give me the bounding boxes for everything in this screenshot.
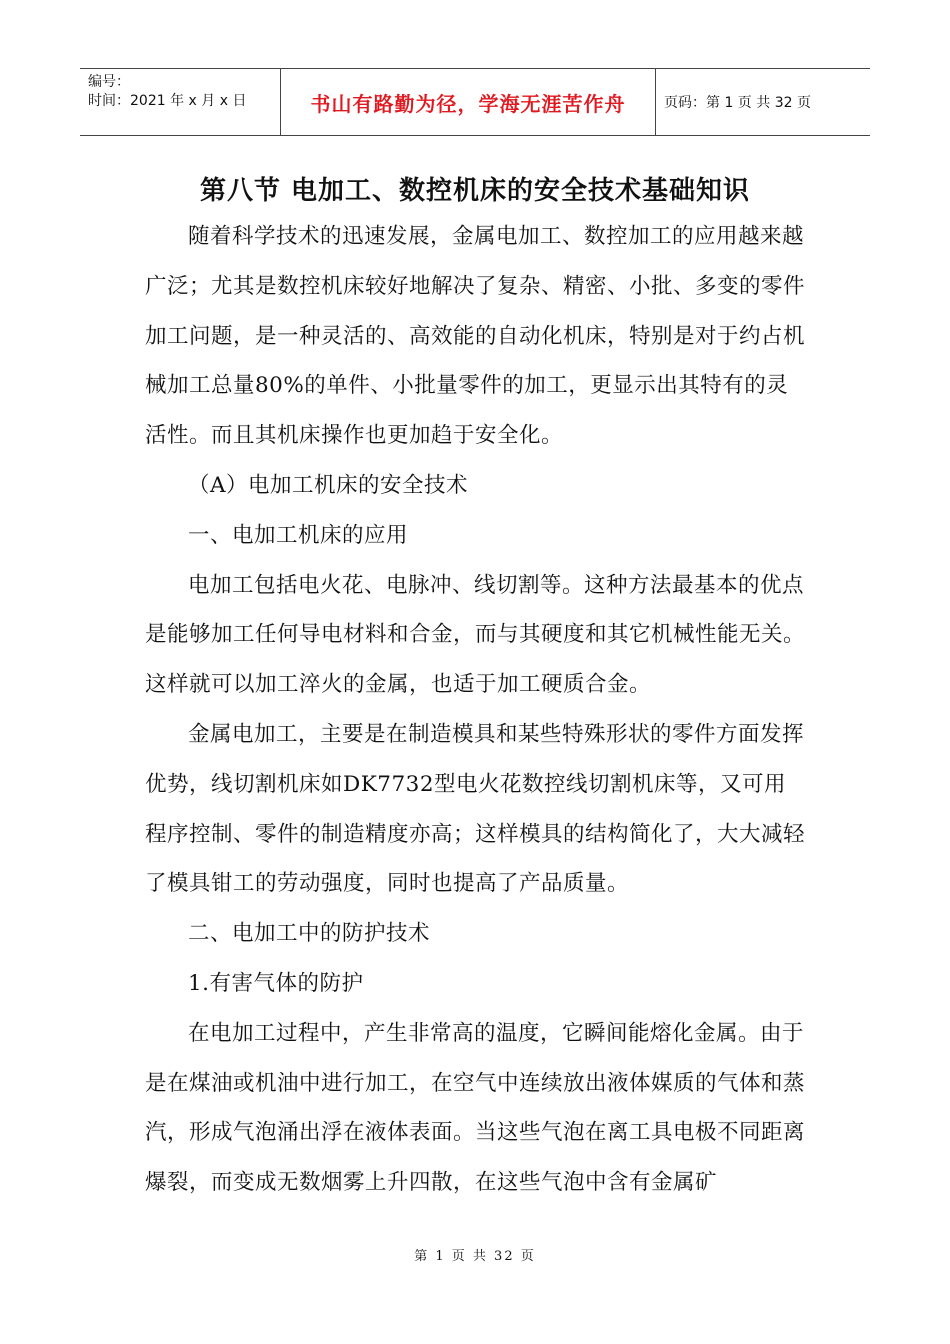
heading-application: 一、电加工机床的应用 <box>188 522 409 548</box>
header-motto-cell <box>281 69 656 135</box>
document-body <box>145 212 805 1208</box>
heading-section-a: （A）电加工机床的安全技术 <box>188 472 469 498</box>
paragraph-intro: 随着科学技术的迅速发展，金属电加工、数控加工的应用越来越广泛；尤其是数控机床较好地解决了复杂、精密、小批、多变的零件加工问题，是一种灵活的、高效能的自动化机床，特别是对于约占机械加工总量80%的单件、小批量零件的加工，更显示出其特有的灵活性。而且其机床操作也更加趋于安全化。 <box>145 224 806 449</box>
document-number-label: 编号： <box>88 74 130 90</box>
header-motto: 书山有路勤为径，学海无涯苦作舟 <box>310 91 626 116</box>
heading-harmful-gas: 1.有害气体的防护 <box>188 970 364 996</box>
header-meta <box>80 69 281 135</box>
heading-protection: 二、电加工中的防护技术 <box>188 921 431 947</box>
section-title: 第八节 电加工、数控机床的安全技术基础知识 <box>199 176 751 206</box>
document-header <box>80 68 870 136</box>
page-footer: 第 1 页 共 32 页 <box>414 1249 536 1264</box>
paragraph-metal-edm: 金属电加工，主要是在制造模具和某些特殊形状的零件方面发挥优势，线切割机床如DK7732型电火花数控线切割机床等，又可用程序控制、零件的制造精度亦高；这样模具的结构简化了，大大减轻了模具钳工的劳动强度，同时也提高了产品质量。 <box>145 721 806 897</box>
header-page-info: 页码：第 1 页 共 32 页 <box>664 95 811 111</box>
document-time-label: 时间：2021 年 x 月 x 日 <box>88 93 247 109</box>
paragraph-gas-process: 在电加工过程中，产生非常高的温度，它瞬间能熔化金属。由于是在煤油或机油中进行加工，在空气中连续放出液体媒质的气体和蒸汽，形成气泡涌出浮在液体表面。当这些气泡在离工具电极不同距离爆裂，而变成无数烟雾上升四散，在这些气泡中含有金属矿 <box>145 1020 806 1196</box>
paragraph-edm-types: 电加工包括电火花、电脉冲、线切割等。这种方法最基本的优点是能够加工任何导电材料和合金，而与其硬度和其它机械性能无关。这样就可以加工淬火的金属，也适于加工硬质合金。 <box>145 572 806 698</box>
